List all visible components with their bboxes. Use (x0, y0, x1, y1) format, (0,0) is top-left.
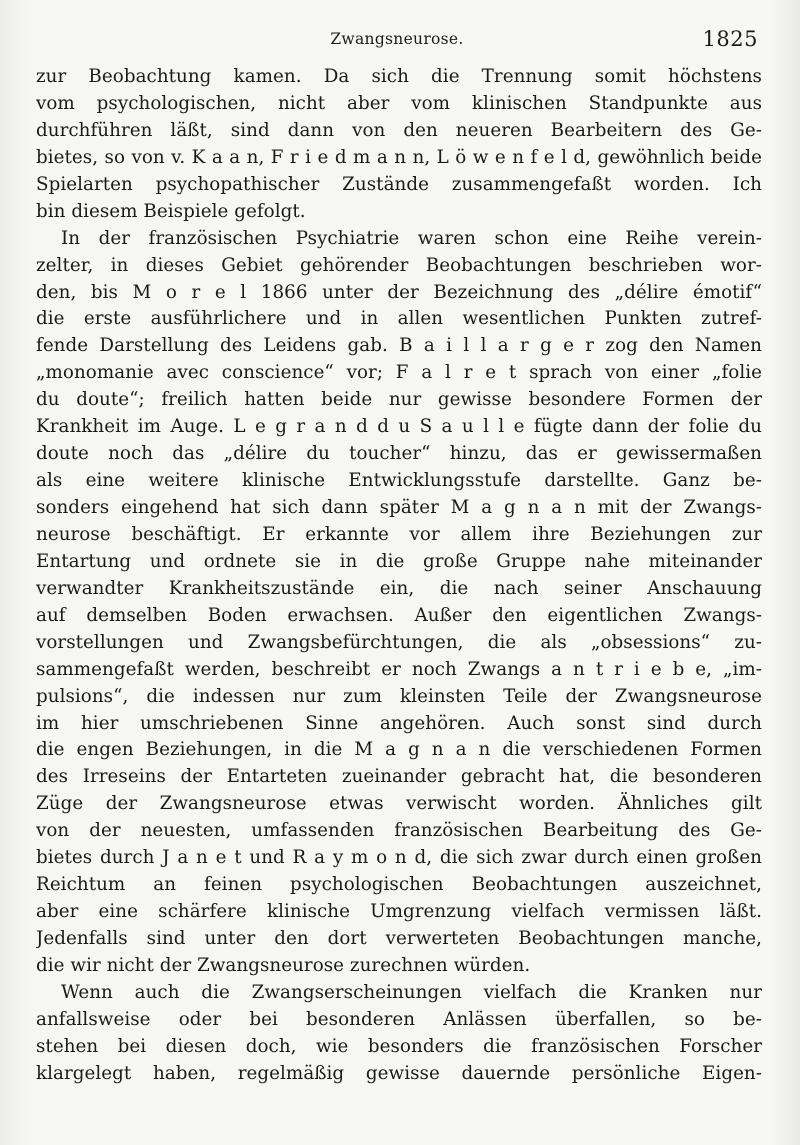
text-line: als eine weitere klinische Entwicklungsstufe darstellte. Ganz be- (36, 470, 762, 492)
text-line: anfallsweise oder bei besonderen Anlässen überfallen, so be- (36, 1008, 762, 1030)
text-line: auf demselben Boden erwachsen. Außer den eigentlichen Zwangs- (36, 604, 762, 626)
text-line: zur Beobachtung kamen. Da sich die Trennung somit höchstens (36, 66, 762, 87)
text-line: bietes durch J a n e t und R a y m o n d, die sich zwar durch einen großen (36, 847, 762, 869)
text-line: „monomanie avec conscience“ vor; F a l r e t sprach von einer „folie (36, 362, 762, 384)
text-line: des Irreseins der Entarteten zueinander gebracht hat, die besonderen (36, 766, 762, 788)
text-line: Krankheit im Auge. L e g r a n d d u S a u l l e fügte dann der folie du (36, 416, 762, 438)
text-line: vom psychologischen, nicht aber vom klinischen Standpunkte aus (36, 92, 762, 114)
text-line: fende Darstellung des Leidens gab. B a i l l a r g e r zog den Namen (36, 335, 762, 357)
text-line: klargelegt haben, regelmäßig gewisse dauernde persönliche Eigen- (36, 1062, 762, 1084)
text-line: die engen Beziehungen, in die M a g n a n die verschiedenen Formen (36, 739, 762, 761)
page-number: 1825 (702, 27, 758, 51)
text-line: du doute“; freilich hatten beide nur gewisse besondere Formen der (36, 389, 762, 411)
text-line: Spielarten psychopathischer Zustände zusammengefaßt worden. Ich (36, 173, 762, 195)
text-line: Wenn auch die Zwangserscheinungen vielfach die Kranken nur (61, 981, 762, 1003)
text-line: stehen bei diesen doch, wie besonders die französischen Forscher (36, 1035, 762, 1057)
text-line: pulsions“, die indessen nur zum kleinsten Teile der Zwangsneurose (36, 685, 762, 707)
body-text (36, 64, 762, 1088)
text-line: Züge der Zwangsneurose etwas verwischt worden. Ähnliches gilt (36, 793, 762, 815)
running-head (36, 28, 758, 58)
text-line: die wir nicht der Zwangsneurose zurechnen würden. (36, 954, 531, 976)
text-line: bietes, so von v. K a a n, F r i e d m a n n, L ö w e n f e l d, gewöhnlich beide (36, 146, 762, 168)
text-line: die erste ausführlichere und in allen wesentlichen Punkten zutref- (36, 308, 762, 330)
text-line: von der neuesten, umfassenden französischen Bearbeitung des Ge- (36, 820, 762, 842)
text-line: bin diesem Beispiele gefolgt. (36, 200, 306, 222)
text-line: sammengefaßt werden, beschreibt er noch Zwangs a n t r i e b e, „im- (36, 658, 762, 680)
text-line: sonders eingehend hat sich dann später M a g n a n mit der Zwangs- (36, 497, 762, 518)
text-line: Jedenfalls sind unter den dort verwerteten Beobachtungen manche, (36, 928, 762, 949)
text-line: den, bis M o r e l 1866 unter der Bezeichnung des „délire émotif“ (36, 281, 762, 303)
text-line: Entartung und ordnete sie in die große Gruppe nahe miteinander (36, 550, 762, 572)
running-head-title: Zwangsneurose. (330, 30, 464, 48)
text-line: aber eine schärfere klinische Umgrenzung vielfach vermissen läßt. (36, 901, 762, 923)
text-line: verwandter Krankheitszustände ein, die nach seiner Anschauung (36, 577, 762, 599)
text-line: im hier umschriebenen Sinne angehören. Auch sonst sind durch (36, 712, 762, 734)
text-line: zelter, in dieses Gebiet gehörender Beobachtungen beschrieben wor- (36, 254, 762, 276)
text-line: doute noch das „délire du toucher“ hinzu, das er gewissermaßen (36, 443, 762, 465)
text-line: durchführen läßt, sind dann von den neueren Bearbeitern des Ge- (36, 119, 762, 141)
text-line: neurose beschäftigt. Er erkannte vor allem ihre Beziehungen zur (36, 523, 762, 545)
text-line: In der französischen Psychiatrie waren schon eine Reihe verein- (61, 227, 762, 249)
text-line: Reichtum an feinen psychologischen Beobachtungen auszeichnet, (36, 874, 762, 896)
text-line: vorstellungen und Zwangsbefürchtungen, die als „obsessions“ zu- (36, 631, 762, 653)
